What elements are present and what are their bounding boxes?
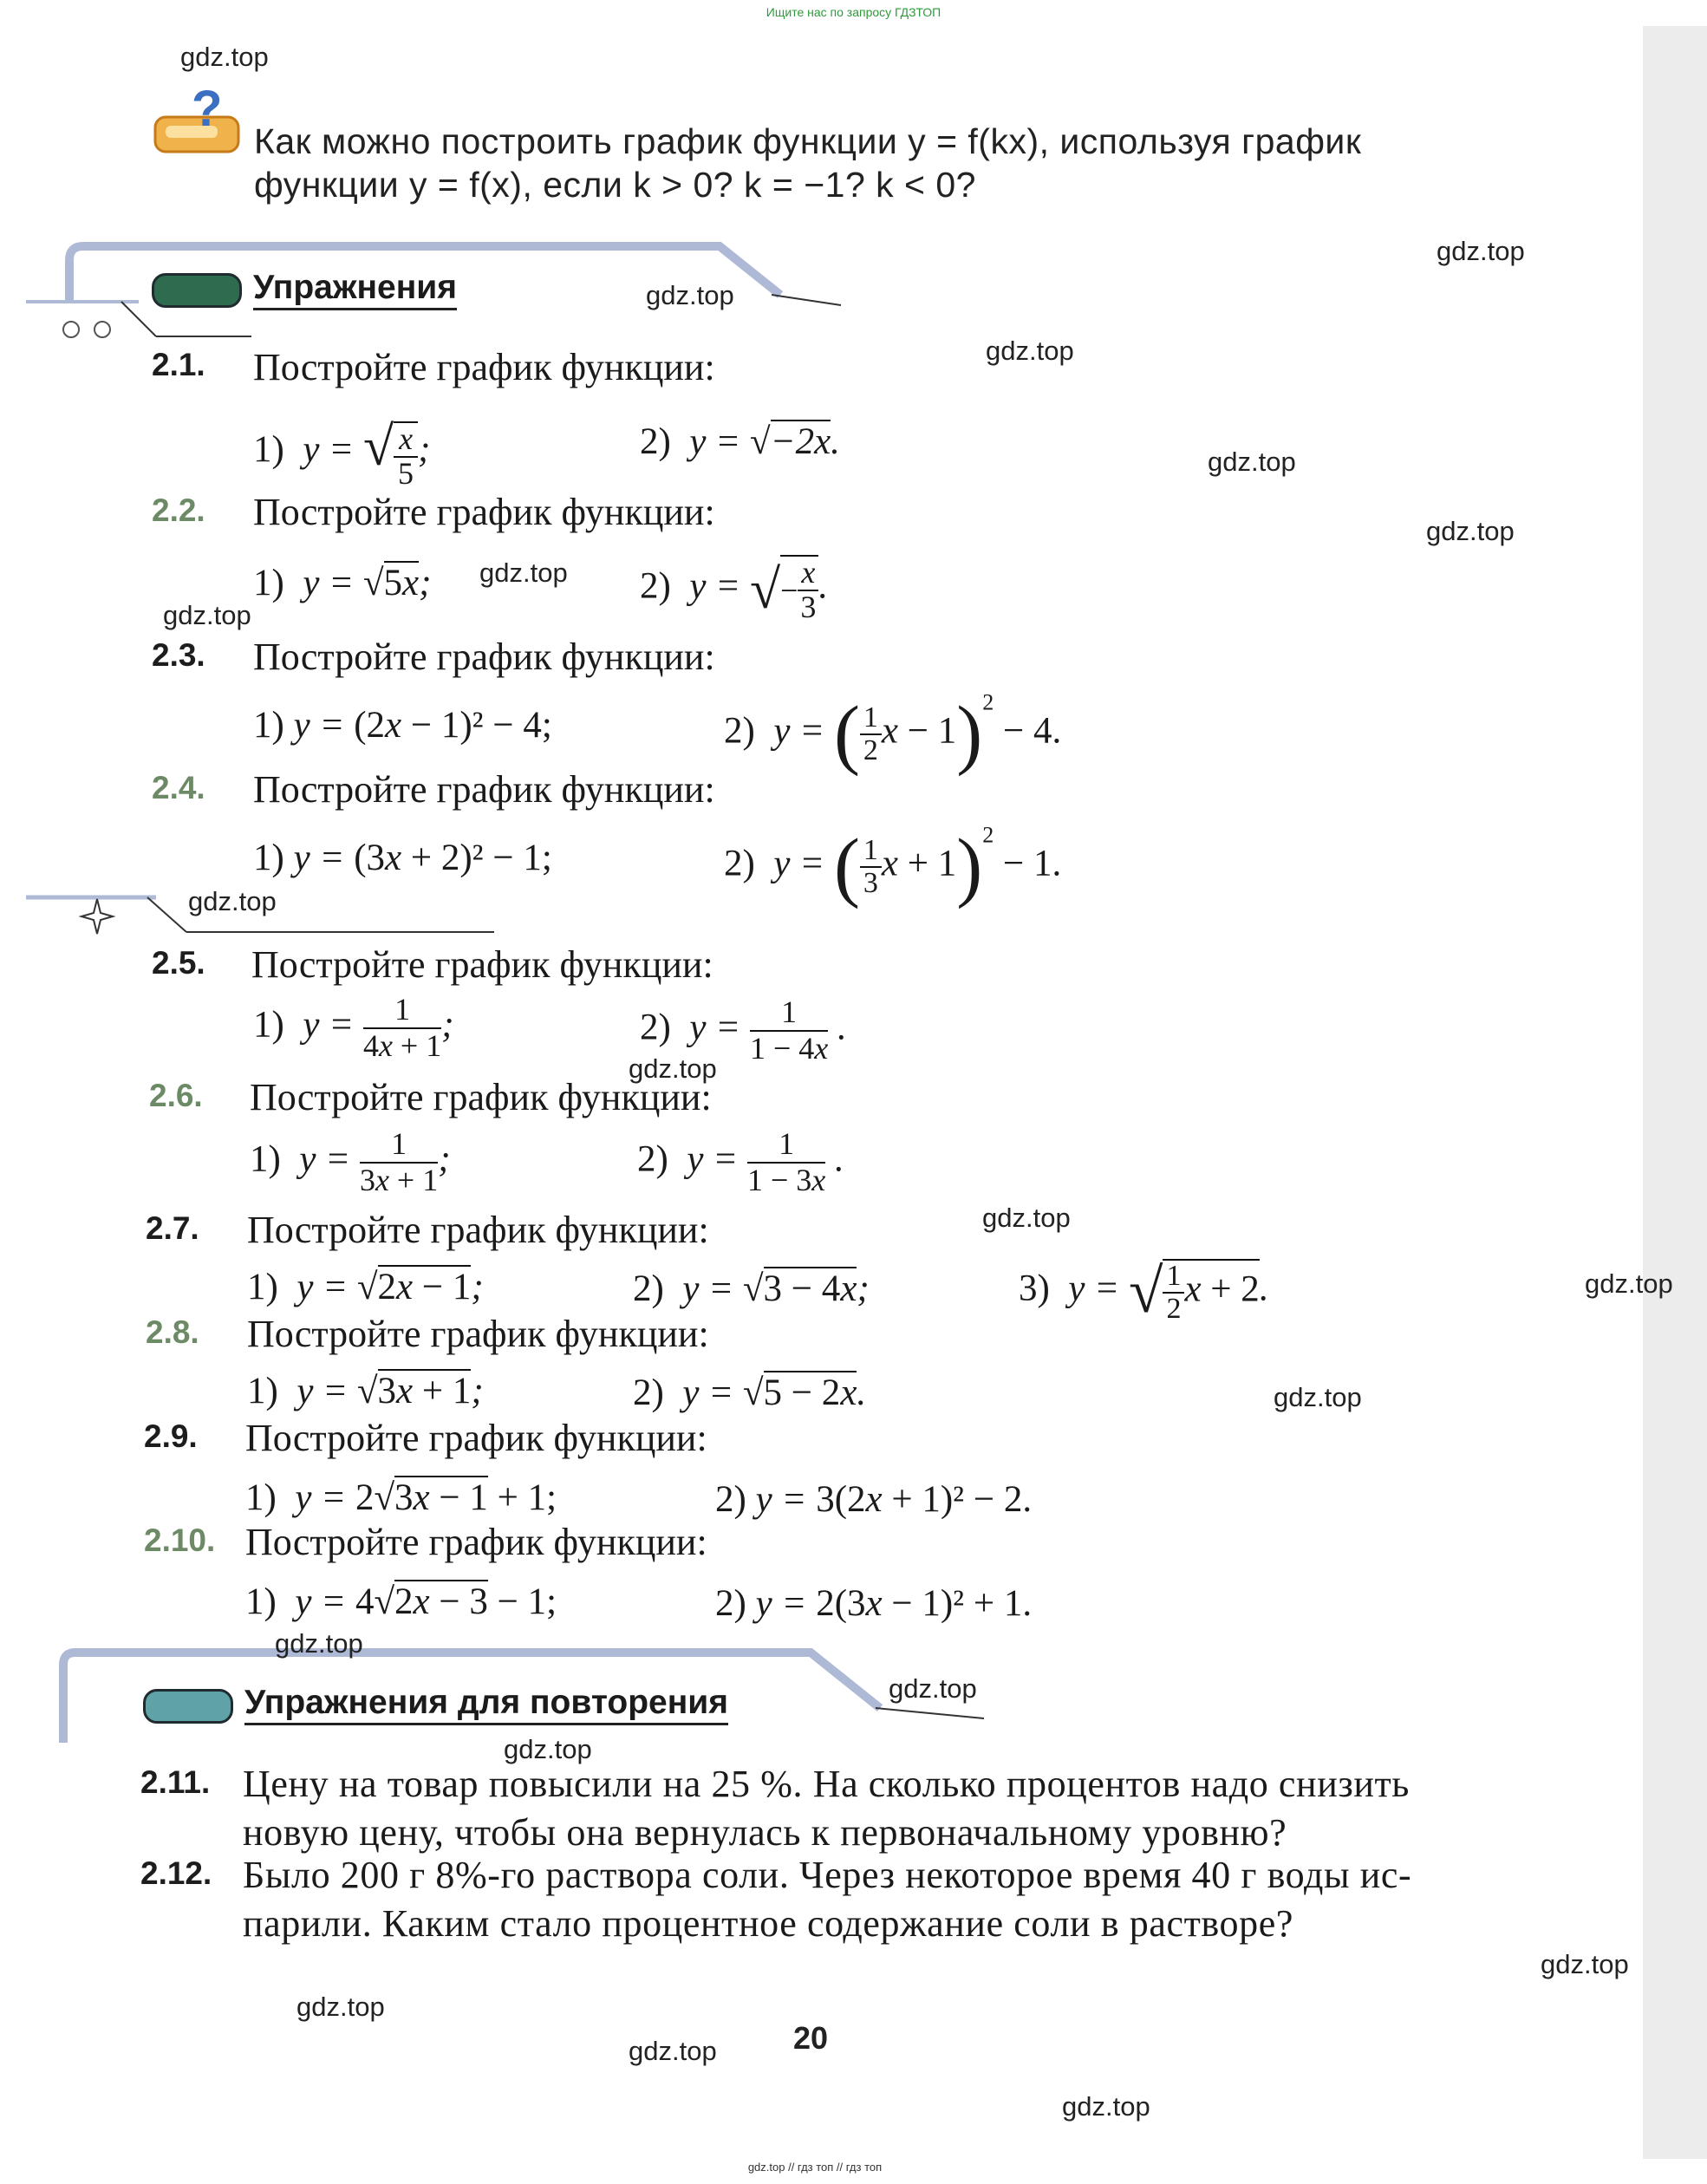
watermark: gdz.top bbox=[296, 1992, 385, 2022]
task-option: 1) y = √3x + 1; bbox=[247, 1371, 484, 1411]
watermark: gdz.top bbox=[982, 1203, 1071, 1233]
task-prompt: Постройте график функции: bbox=[247, 1313, 709, 1355]
watermark: gdz.top bbox=[629, 1053, 717, 1084]
watermark: gdz.top bbox=[163, 600, 251, 630]
task-option: 1) y = (3x + 2)² − 1; bbox=[253, 838, 552, 878]
watermark: gdz.top bbox=[504, 1734, 592, 1764]
task-prompt: Постройте график функции: bbox=[251, 943, 713, 986]
watermark: gdz.top bbox=[180, 42, 269, 72]
task-prompt: Постройте график функции: bbox=[253, 491, 715, 533]
task-prompt: Постройте график функции: bbox=[247, 1209, 709, 1251]
task-number: 2.5. bbox=[152, 945, 205, 981]
task-option: 2) y = ( $\frac{1}{2}$ x − 1)$^2$ − 4. bbox=[724, 689, 1062, 777]
watermark: gdz.top bbox=[889, 1673, 977, 1704]
task-number: 2.4. bbox=[152, 770, 205, 805]
task-number: 2.12. bbox=[140, 1855, 212, 1891]
task-number: 2.6. bbox=[149, 1078, 203, 1113]
review-text: Цену на товар повысили на 25 %. На сколько процентов надо снизить bbox=[243, 1763, 1410, 1805]
watermark: gdz.top bbox=[1274, 1382, 1362, 1412]
task-prompt: Постройте график функции: bbox=[245, 1521, 707, 1563]
task-option: 1) y = 4√2x − 3 − 1; bbox=[245, 1581, 557, 1622]
watermark: gdz.top bbox=[275, 1628, 363, 1659]
task-number: 2.3. bbox=[152, 637, 205, 673]
task-option: 1) y = √ $\frac{x}{5}$ ; bbox=[253, 415, 431, 492]
watermark: gdz.top bbox=[986, 336, 1074, 366]
watermark: gdz.top bbox=[1541, 1949, 1629, 1979]
task-prompt: Постройте график функции: bbox=[250, 1076, 712, 1118]
task-option: 1) y = 2√3x − 1 + 1; bbox=[245, 1477, 557, 1518]
bottom-note: gdz.top // гдз топ // гдз топ bbox=[747, 2161, 883, 2174]
task-number: 2.9. bbox=[144, 1418, 198, 1454]
star-icon bbox=[81, 899, 113, 934]
task-number: 2.7. bbox=[146, 1210, 199, 1246]
section-title-exercises: Упражнения bbox=[253, 269, 457, 310]
watermark: gdz.top bbox=[1426, 516, 1515, 546]
task-option: 2) y = $\frac{1}{1 - 4x}$ . bbox=[640, 994, 847, 1066]
task-option: 2) y = 3(2x + 1)² − 2. bbox=[715, 1479, 1033, 1520]
task-option: 2) y = √5 − 2x. bbox=[633, 1372, 867, 1413]
task-prompt: Постройте график функции: bbox=[253, 346, 715, 388]
watermark: gdz.top bbox=[188, 886, 277, 916]
task-option: 1) y = $\frac{1}{4x + 1}$ ; bbox=[253, 992, 454, 1063]
question-line-1: Как можно построить график функции y = f(kx), используя график bbox=[254, 121, 1362, 161]
task-option: 1) y = √2x − 1; bbox=[247, 1267, 484, 1307]
task-number: 2.8. bbox=[146, 1314, 199, 1350]
task-option: 2) y = √3 − 4x; bbox=[633, 1268, 870, 1309]
task-prompt: Постройте график функции: bbox=[253, 636, 715, 678]
watermark: gdz.top bbox=[1437, 236, 1525, 266]
watermark: gdz.top bbox=[479, 557, 568, 588]
task-option: 1) y = (2x − 1)² − 4; bbox=[253, 705, 552, 746]
task-option: 2) y = $\frac{1}{1 - 3x}$ . bbox=[637, 1126, 844, 1197]
page-number: 20 bbox=[793, 2020, 829, 2056]
task-number: 2.10. bbox=[144, 1522, 216, 1558]
watermark: gdz.top bbox=[646, 280, 734, 310]
svg-text:?: ? bbox=[192, 81, 223, 137]
task-number: 2.2. bbox=[152, 492, 205, 528]
review-text: новую цену, чтобы она вернулась к первоначальному уровню? bbox=[243, 1811, 1287, 1854]
task-prompt: Постройте график функции: bbox=[253, 768, 715, 811]
task-option: 2) y = √−2x. bbox=[640, 421, 840, 462]
top-note: Ищите нас по запросу ГДЗТОП bbox=[766, 5, 941, 19]
task-option: 2) y = 2(3x − 1)² + 1. bbox=[715, 1583, 1033, 1624]
question-icon bbox=[152, 81, 247, 160]
task-prompt: Постройте график функции: bbox=[245, 1417, 707, 1459]
watermark: gdz.top bbox=[1585, 1268, 1673, 1299]
task-number: 2.11. bbox=[140, 1764, 211, 1800]
page-edge-shadow bbox=[1643, 26, 1707, 2159]
exercises-badge bbox=[152, 273, 242, 308]
task-option: 2) y = √− $\frac{x}{3}$ . bbox=[640, 555, 829, 624]
review-badge bbox=[143, 1689, 233, 1724]
review-text: Было 200 г 8%-го раствора соли. Через некоторое время 40 г воды ис- bbox=[243, 1854, 1412, 1896]
task-option: 2) y = ( $\frac{1}{3}$ x + 1)$^2$ − 1. bbox=[724, 822, 1062, 909]
task-option: 1) y = √5x; bbox=[253, 563, 432, 603]
task-option: 3) y = √ $\frac{1}{2}$ x + 2. bbox=[1019, 1256, 1269, 1326]
review-text: парили. Каким стало процентное содержание соли в растворе? bbox=[243, 1902, 1293, 1945]
watermark: gdz.top bbox=[1062, 2091, 1150, 2122]
question-line-2: функции y = f(x), если k > 0? k = −1? k < 0? bbox=[254, 165, 976, 205]
watermark: gdz.top bbox=[1208, 447, 1296, 477]
task-option: 1) y = $\frac{1}{3x + 1}$ ; bbox=[250, 1126, 451, 1197]
task-number: 2.1. bbox=[152, 347, 205, 382]
watermark: gdz.top bbox=[629, 2036, 717, 2066]
section-title-review: Упражнения для повторения bbox=[244, 1684, 728, 1725]
